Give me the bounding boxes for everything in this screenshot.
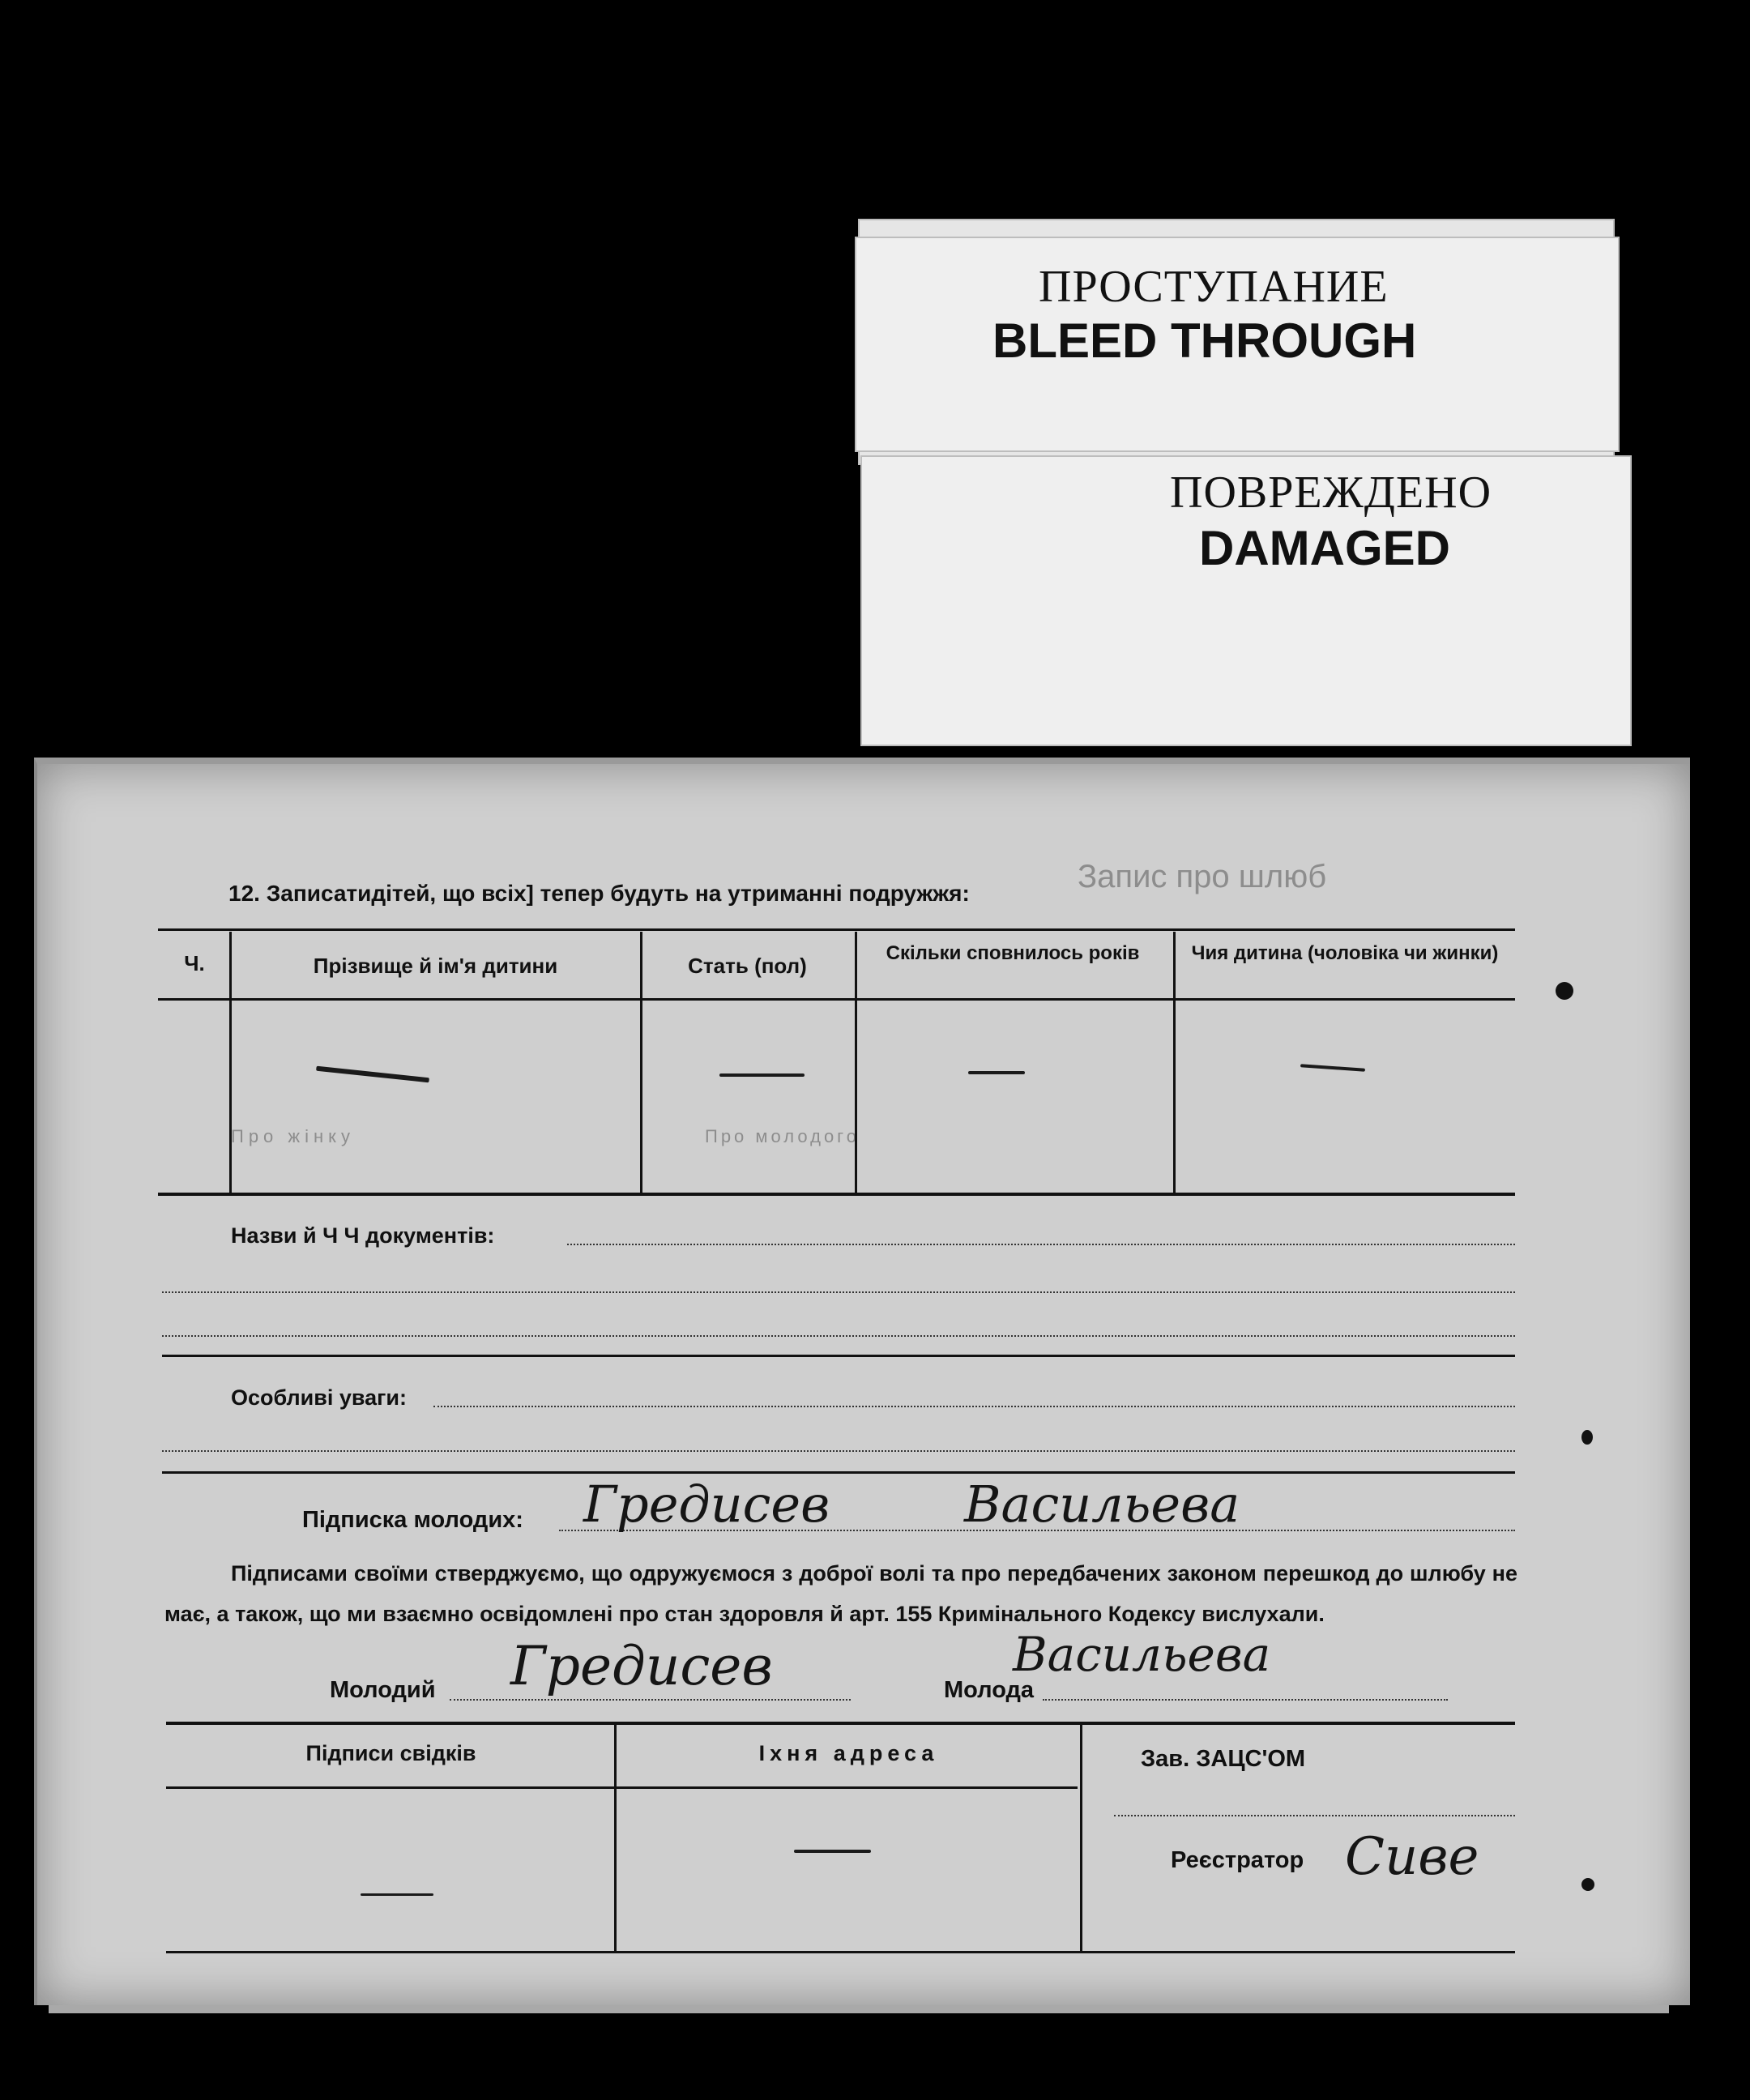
col-whose-header: Чия дитина (чоловіка чи жинки)	[1191, 942, 1499, 964]
bleed-through-ru: ПРОСТУПАНИЕ	[1039, 262, 1389, 312]
head-zacs-label: Зав. ЗАЦС'ОМ	[1141, 1746, 1306, 1772]
table-header-line	[158, 998, 1515, 1001]
documents-label: Назви й Ч Ч документів:	[231, 1223, 495, 1248]
bleed-text-groom: Про молодого	[705, 1126, 860, 1146]
table-col-line-2	[640, 932, 642, 1193]
punch-hole-1	[1556, 982, 1573, 1000]
col-name-header: Прізвище й ім'я дитини	[313, 954, 558, 978]
remarks-label: Особливі уваги:	[231, 1385, 407, 1410]
address-header: Іхня адреса	[758, 1741, 939, 1765]
remarks-line-1	[433, 1406, 1515, 1407]
documents-line-3	[162, 1335, 1515, 1337]
declaration-text: Підписами своїми стверджуємо, що одружуємося з доброї волі та про передбачених законом перешкод до шлюбу не має, а також, що ми взаємно освідомлені про стан здоровля й арт. 155 Кримінального Кодексу вислухали.	[164, 1561, 1517, 1626]
witness-col-line-1	[614, 1724, 617, 1951]
sex-empty-mark	[719, 1073, 805, 1077]
documents-line-1	[567, 1244, 1515, 1245]
age-empty-mark	[968, 1071, 1025, 1074]
newlyweds-label: Підписка молодих:	[302, 1507, 523, 1533]
groom-label: Молодий	[330, 1677, 436, 1703]
documents-line-2	[162, 1291, 1515, 1293]
bride-signature: Васильева	[1013, 1627, 1271, 1682]
bleed-through-en: BLEED THROUGH	[992, 314, 1417, 368]
documents-bottom-line	[162, 1355, 1515, 1357]
witness-empty-mark	[361, 1893, 433, 1896]
witness-table-bottom-line	[166, 1951, 1515, 1953]
witness-col-line-2	[1080, 1724, 1082, 1951]
punch-hole-2	[1581, 1430, 1593, 1445]
newlyweds-signature-groom: Гредисев	[583, 1475, 830, 1534]
newlyweds-signature-bride: Васильева	[964, 1475, 1240, 1534]
groom-line	[450, 1699, 851, 1701]
witness-header-line	[166, 1786, 1078, 1789]
bleed-through-card	[855, 237, 1620, 452]
head-line	[1114, 1815, 1515, 1816]
bride-line	[1043, 1699, 1448, 1701]
punch-hole-3	[1581, 1878, 1594, 1891]
registrar-label: Реєстратор	[1171, 1847, 1304, 1873]
col-num-header: Ч.	[184, 951, 205, 975]
registrar-signature: Сиве	[1345, 1827, 1479, 1887]
col-age-header: Скільки сповнилось років	[886, 942, 1140, 964]
damaged-en: DAMAGED	[1199, 521, 1450, 575]
groom-signature: Гредисев	[510, 1635, 773, 1697]
table-col-line-3	[855, 932, 857, 1193]
damaged-card	[860, 455, 1632, 746]
witnesses-header: Підписи свідків	[305, 1741, 476, 1765]
table-col-line-1	[229, 932, 232, 1193]
table-col-line-4	[1173, 932, 1176, 1193]
remarks-bottom-line	[162, 1471, 1515, 1474]
remarks-line-2	[162, 1450, 1515, 1452]
bleed-text-title: Запис про шлюб	[1078, 859, 1327, 894]
bleed-text-woman: Про жінку	[231, 1126, 356, 1146]
table-top-line	[158, 928, 1515, 931]
witness-table-top-line	[166, 1722, 1515, 1725]
address-empty-mark	[794, 1850, 871, 1853]
col-sex-header: Стать (пол)	[688, 954, 807, 978]
bride-label: Молода	[944, 1677, 1035, 1703]
table-bottom-line	[158, 1193, 1515, 1196]
damaged-ru: ПОВРЕЖДЕНО	[1170, 467, 1492, 518]
section-12-title: 12. Записатидітей, що всіх] тепер будуть на утриманні подружжя:	[228, 881, 970, 906]
